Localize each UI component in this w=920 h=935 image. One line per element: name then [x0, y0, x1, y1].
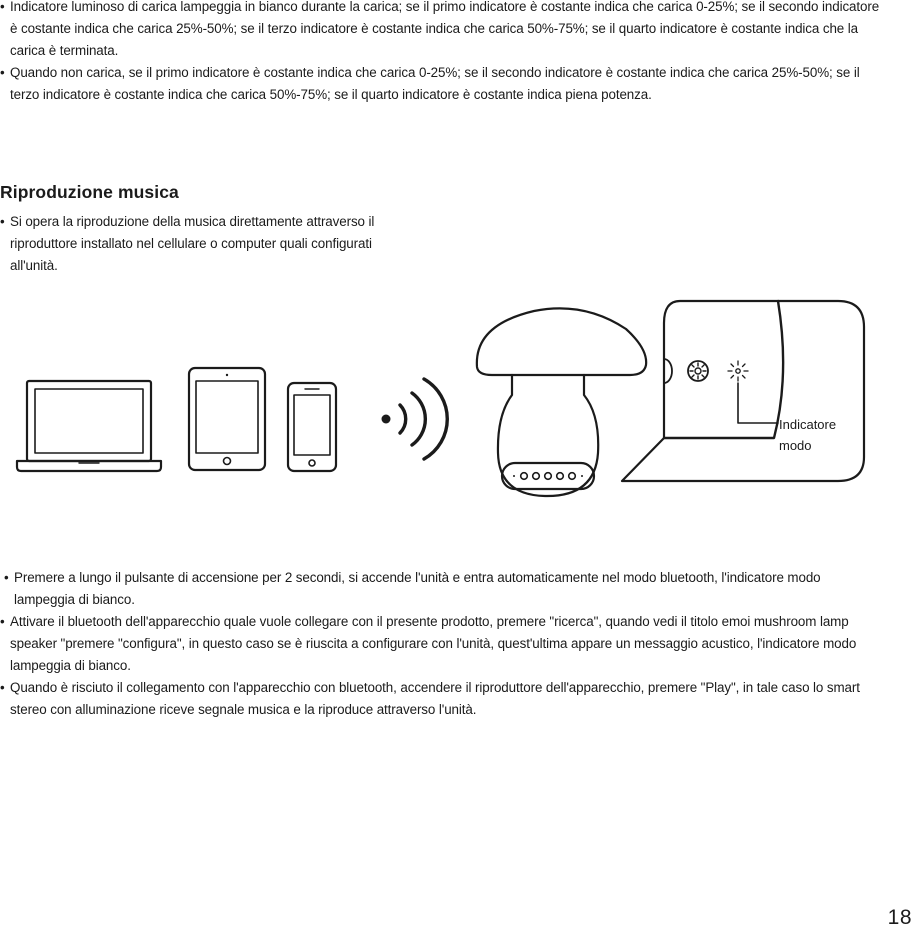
mushroom-lamp-speaker	[477, 308, 646, 496]
indicator-label-line2: modo	[779, 438, 812, 453]
list-item: • Premere a lungo il pulsante di accensione per 2 secondi, si accende l'unità e entra automaticamente nel modo bluetooth, l'indicatore modo lampeggia di bianco.	[0, 567, 880, 611]
indicator-label-line1: Indicatore	[779, 417, 837, 432]
list-item: • Attivare il bluetooth dell'apparecchio quale vuole collegare con il presente prodotto, premere "ricerca", quando vedi il titolo emoi mushroom lamp speaker "premere "configura", in questo caso se è riuscita a configurare con l'unità, quest'ultima appare un messaggio acustico, l'indicatore modo lampeggia di bianco.	[0, 611, 880, 677]
list-item: • Quando non carica, se il primo indicatore è costante indica che carica 0-25%; se il secondo indicatore è costante indica che carica 25%-50%; se il terzo indicatore è costante indica che carica 50%-75%; se il quarto indicatore è costante indica piena potenza.	[0, 62, 880, 106]
steps-list	[0, 567, 880, 721]
list-item: • Si opera la riproduzione della musica direttamente attraverso il riproduttore installato nel cellulare o computer quali configurati all'unità.	[0, 211, 400, 277]
tablet-icon	[189, 368, 265, 470]
section-title: Riproduzione musica	[0, 182, 179, 202]
list-item: • Quando è risciuto il collegamento con l'apparecchio con bluetooth, accendere il riproduttore dell'apparecchio, premere "Play", in tale caso lo smart stereo con alluminazione riceve segnale musica e la riproduce attraverso l'unità.	[0, 677, 880, 721]
mode-indicator-closeup	[622, 301, 864, 481]
list-item: • Indicatore luminoso di carica lampeggia in bianco durante la carica; se il primo indicatore è costante indica che carica 0-25%; se il secondo indicatore è costante indica che carica 25%-50%; se il terzo indicatore è costante indica che carica 50%-75%; se il quarto indicatore è costante indica che la carica è terminata.	[0, 0, 880, 62]
laptop-icon	[17, 381, 161, 471]
charge-notes-list	[0, 0, 880, 106]
smartphone-icon	[288, 383, 336, 471]
page-number: 18	[887, 906, 912, 929]
wireless-signal-icon	[382, 379, 448, 459]
connection-diagram	[0, 295, 920, 505]
section-intro	[0, 211, 400, 277]
